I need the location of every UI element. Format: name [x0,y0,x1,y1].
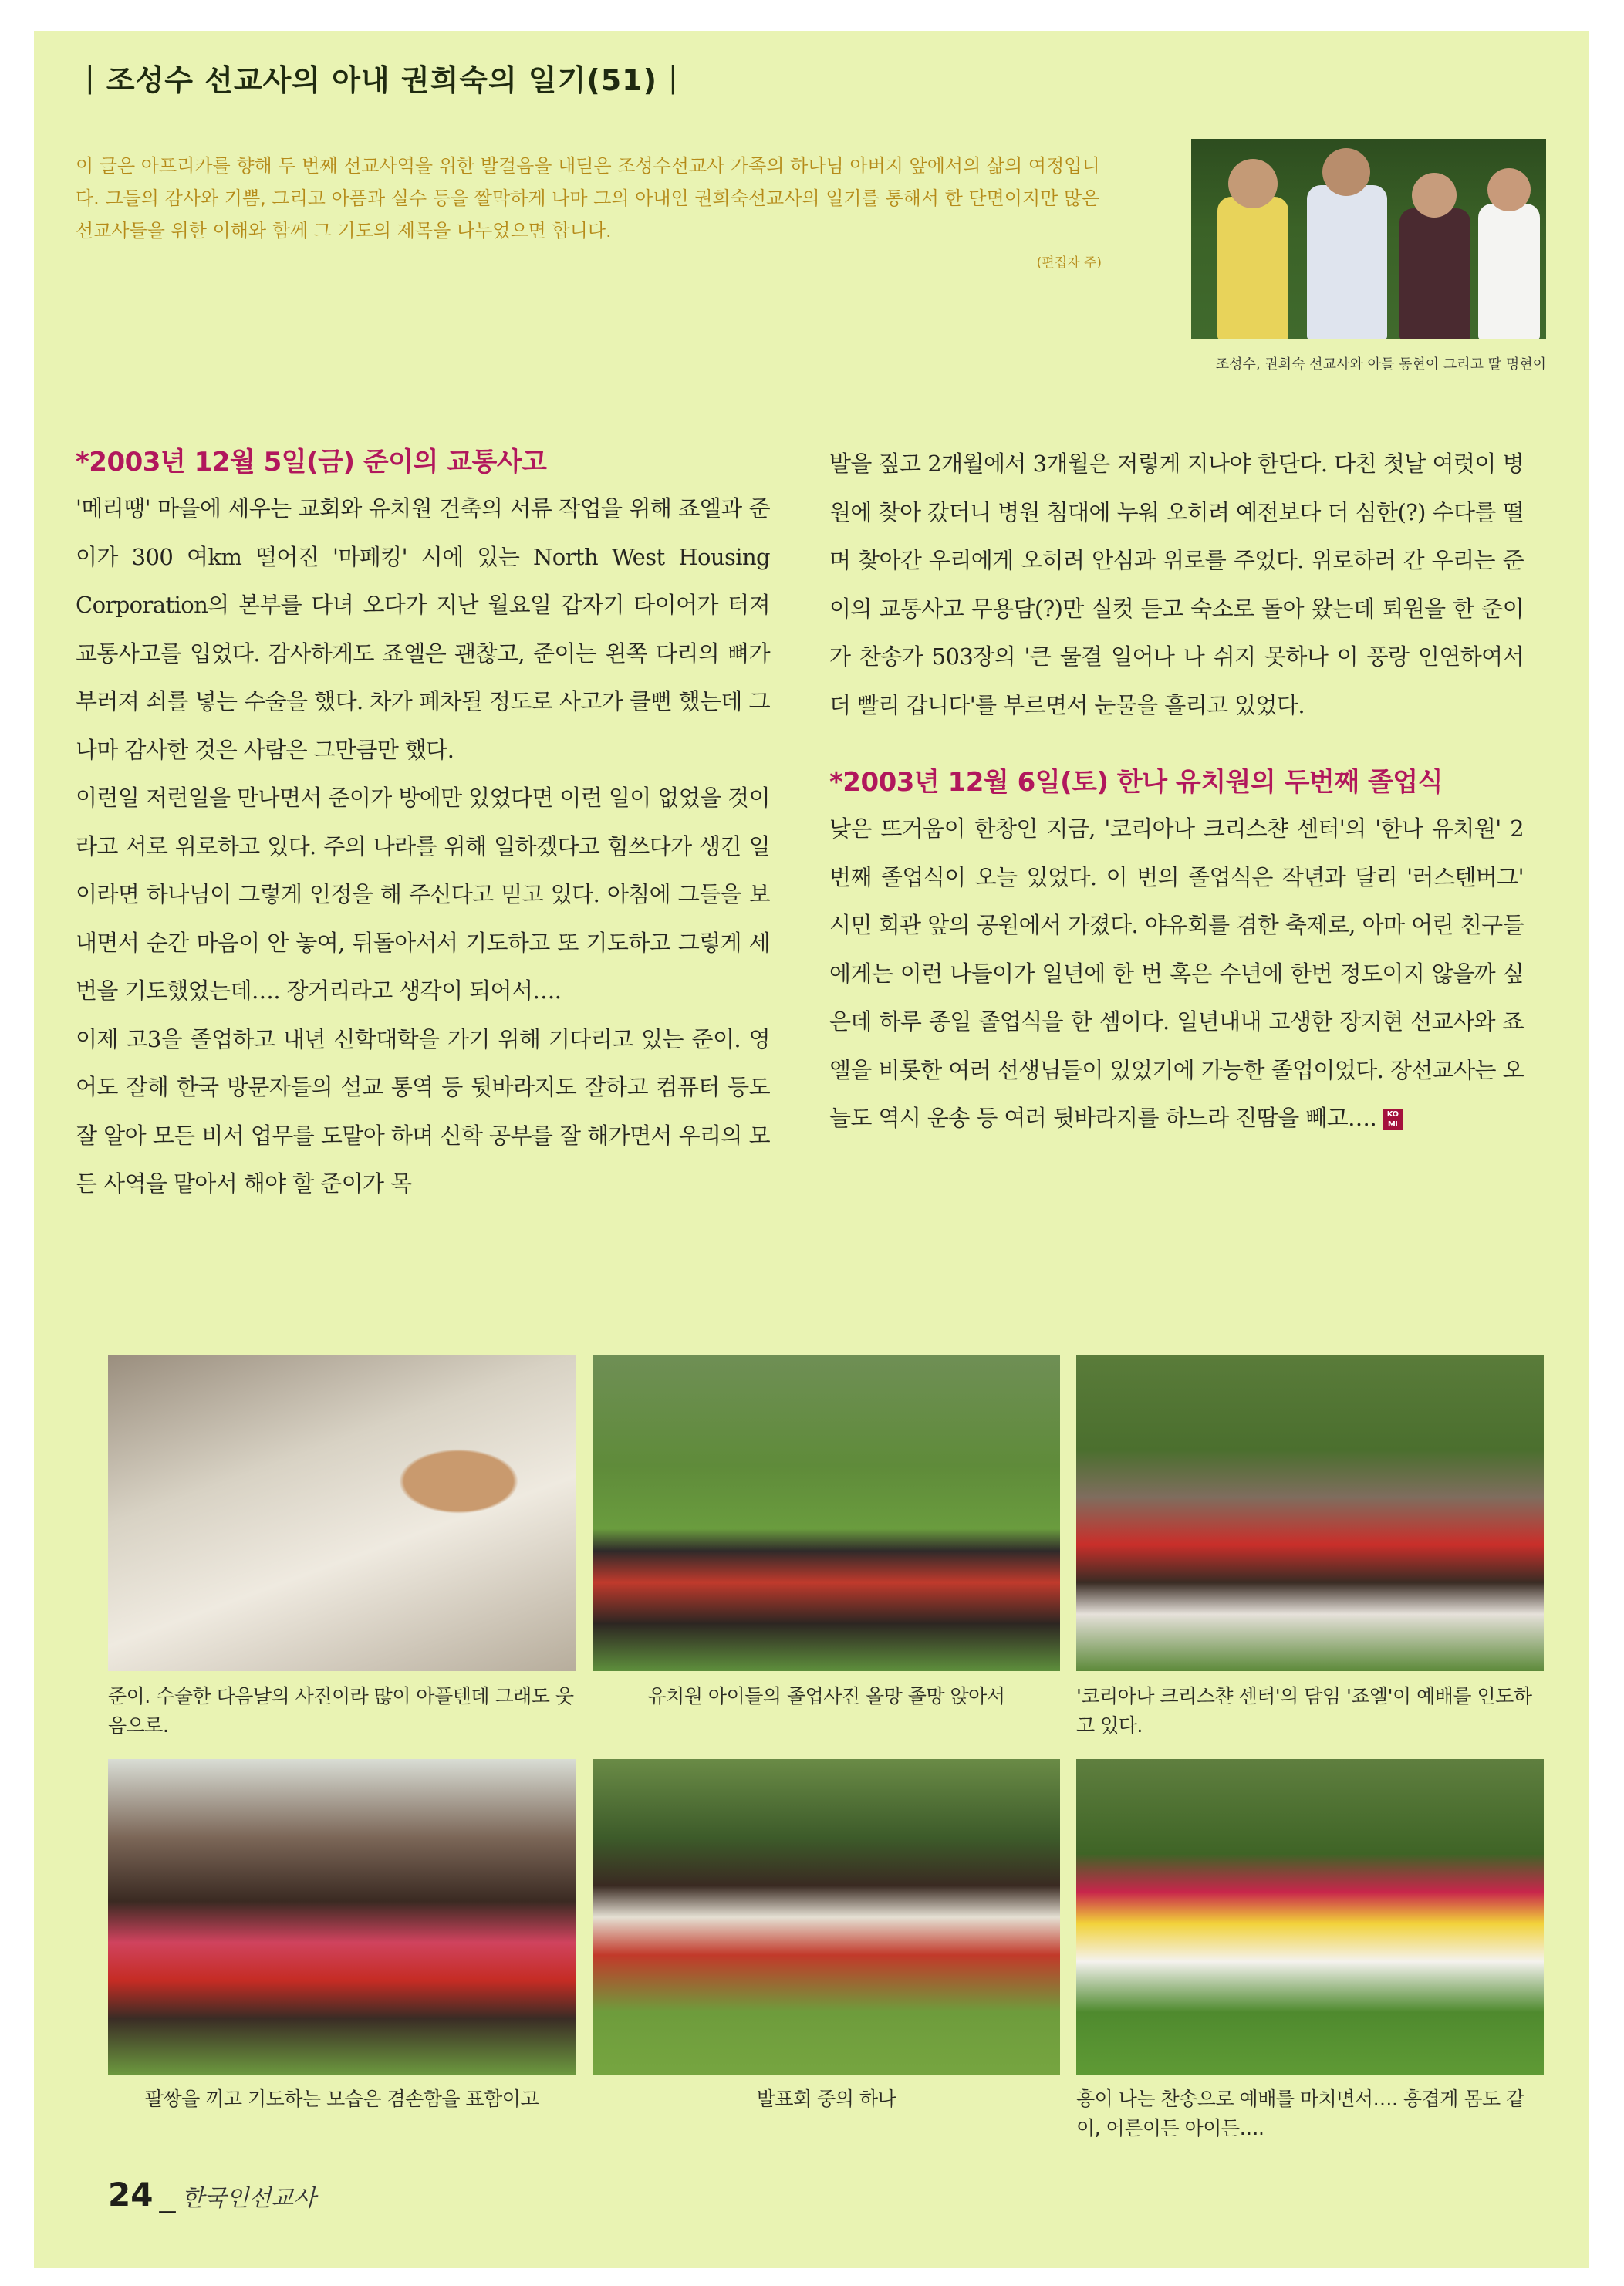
entry-paragraph: '메리땡' 마을에 세우는 교회와 유치원 건축의 서류 작업을 위해 죠엘과 준이가 300 여km 떨어진 '마페킹' 시에 있는 North West Housing Corporation의 본부를 다녀 오다가 지난 월요일 갑자기 타이어가 터져 교통사고를 입었다. 감사하게도 죠엘은 괜찮고, 준이는 왼쪽 다리의 뼈가 부러져 쇠를 넣는 수술을 했다. 차가 폐차될 정도로 사고가 클뻔 했는데 그나마 감사한 것은 사람은 그만큼만 했다. [76,495,770,763]
title-bar-left: | [85,60,96,94]
right-column [829,440,1524,1143]
person-head [1487,168,1531,211]
family-photo-caption: 조성수, 권희숙 선교사와 아들 동현이 그리고 딸 명현이 [1215,356,1546,373]
entry-paragraph: 이런일 저런일을 만나면서 준이가 방에만 있었다면 이런 일이 없었을 것이라고 서로 위로하고 있다. 주의 나라를 위해 일하겠다고 힘쓰다가 생긴 일이라면 하나님이 그렇게 인정을 해 주신다고 믿고 있다. 아침에 그들을 보내면서 순간 마음이 안 놓여, 뒤돌아서서 기도하고 또 기도하고 그렇게 세번을 기도했었는데…. 장거리라고 생각이 되어서…. [76,785,770,1004]
photo-dancing [1076,1759,1544,2075]
page-number: 24 [108,2176,154,2213]
photo-graduation-group [593,1355,1060,1671]
intro-text: 이 글은 아프리카를 향해 두 번째 선교사역을 위한 발걸음을 내딛은 조성수선교사 가족의 하나님 아버지 앞에서의 삶의 여정입니다. 그들의 감사와 기쁨, 그리고 아픔과 실수 등을 짤막하게 나마 그의 아내인 권희숙선교사의 일기를 통해서 한 단면이지만 많은 선교사들을 위한 이해와 함께 그 기도의 제목을 나누었으면 합니다. [76,155,1100,241]
left-column [76,440,770,1208]
photo-caption: 팔짱을 끼고 기도하는 모습은 겸손함을 표함이고 [144,2088,539,2110]
person-head [1412,173,1457,218]
title-text: 조성수 선교사의 아내 권희숙의 일기(51) [106,62,657,97]
family-photo [1191,139,1546,339]
entry-paragraph: 이제 고3을 졸업하고 내년 신학대학을 가기 위해 기다리고 있는 준이. 영어도 잘해 한국 방문자들의 설교 통역 등 뒷바라지도 잘하고 컴퓨터 등도 잘 알아 모든 비서 업무를 도맡아 하며 신학 공부를 잘 해가면서 우리의 모든 사역을 맡아서 해야 할 준이가 목 [76,1025,770,1197]
entry-heading: *2003년 12월 5일(금) 준이의 교통사고 [76,447,547,478]
person-head [1322,148,1370,196]
magazine-name: 한국인선교사 [181,2185,316,2212]
photo-caption: 흥이 나는 찬송으로 예배를 마치면서…. 흥겹게 몸도 같이, 어른이든 아이든…. [1076,2088,1524,2139]
komi-logo: KO MI [1383,1109,1403,1130]
entry-heading: *2003년 12월 6일(토) 한나 유치원의 두번째 졸업식 [829,767,1443,798]
editor-note: (편집자 주) [1036,255,1102,271]
photo-performance [593,1759,1060,2075]
photo-caption: 유치원 아이들의 졸업사진 올망 졸망 앉아서 [647,1685,1005,1707]
entry-paragraph-text: 낮은 뜨거움이 한창인 지금, '코리아나 크리스챤 센터'의 '한나 유치원' 2번째 졸업식이 오늘 있었다. 이 번의 졸업식은 작년과 달리 '러스텐버그' 시민 회관 앞의 공원에서 가졌다. 야유회를 겸한 축제로, 아마 어린 친구들에게는 이런 나들이가 일년에 한 번 혹은 수년에 한번 정도이지 않을까 싶은데 하루 종일 졸업식을 한 셈이다. 일년내내 고생한 장지현 선교사와 죠엘을 비롯한 여러 선생님들이 있었기에 가능한 졸업이었다. 장선교사는 오늘도 역시 운송 등 여러 뒷바라지를 하느라 진땀을 빼고…. [829,815,1524,1131]
photo-worship-leader [1076,1355,1544,1671]
title-bar-right: | [667,60,679,94]
page-footer [108,2176,316,2213]
photo-caption: '코리아나 크리스챤 센터'의 담임 '죠엘'이 예배를 인도하고 있다. [1076,1685,1532,1737]
photo-caption: 준이. 수술한 다음날의 사진이라 많이 아플텐데 그래도 웃음으로. [108,1685,574,1737]
footer-separator: _ [159,2176,176,2213]
person-figure [1399,208,1470,339]
photo-hospital [108,1355,576,1671]
person-figure [1217,197,1288,339]
person-head [1228,159,1278,208]
photo-praying-children [108,1759,576,2075]
entry-paragraph: 발을 짚고 2개월에서 3개월은 저렇게 지나야 한단다. 다친 첫날 여럿이 병원에 찾아 갔더니 병원 침대에 누워 오히려 예전보다 더 심한(?) 수다를 떨며 찾아간 우리에게 오히려 안심과 위로를 주었다. 위로하러 간 우리는 준이의 교통사고 무용담(?)만 실컷 듣고 숙소로 돌아 왔는데 퇴원을 한 준이가 찬송가 503장의 '큰 물결 일어나 나 쉬지 못하나 이 풍랑 인연하여서 더 빨리 갑니다'를 부르면서 눈물을 흘리고 있었다. [829,451,1524,718]
person-figure [1478,204,1540,339]
person-figure [1307,185,1387,339]
photo-caption: 발표회 중의 하나 [756,2088,896,2110]
entry-paragraph [829,805,1524,1143]
page-title [74,43,690,111]
